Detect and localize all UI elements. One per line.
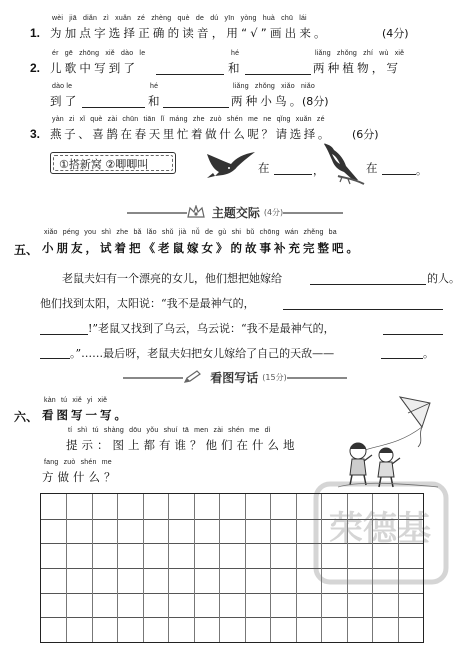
grid-column-line (245, 494, 246, 642)
grid-row-line (41, 543, 423, 544)
story-blank-6[interactable] (381, 358, 423, 359)
q2-pinyin-1: ér gē zhōng xiě dào le (52, 50, 146, 57)
q3-number: 3. (30, 127, 41, 141)
q2-pinyin-1b: hé (231, 50, 240, 57)
q1-number: 1. (30, 26, 41, 40)
q6-pinyin: kàn tú xiě yi xiě (44, 397, 108, 404)
q2-number: 2. (30, 61, 41, 75)
banner-rule-right-2 (287, 377, 347, 379)
at-label-2: 在 (366, 161, 381, 175)
period-1: 。 (416, 164, 427, 177)
q3-score: (6分) (352, 128, 379, 141)
story-blank-2[interactable] (283, 309, 443, 310)
q2-pinyin-2c: liǎng zhǒng xiǎo niǎo (233, 83, 315, 90)
q2-text-1b: 和 (228, 61, 243, 75)
q2-blank-3[interactable] (82, 107, 145, 108)
banner-rule-right (283, 212, 343, 214)
section-title-write: 看图写话 (210, 370, 259, 385)
crown-icon (187, 205, 205, 219)
swallow-icon (205, 148, 257, 178)
q2-text-1c: 两种植物，写 (313, 61, 402, 75)
q6-hint-pinyin: tí shì tú shàng dōu yǒu shuí tā men zài shén me dì (68, 427, 271, 434)
q3-pinyin: yàn zi xǐ què zài chūn tiān lǐ máng zhe zuò shén me ne qǐng xuǎn zé (52, 116, 325, 123)
section-banner-write (90, 369, 380, 385)
grid-column-line (219, 494, 220, 642)
story-blank-3[interactable] (40, 334, 88, 335)
q3-blank-2[interactable] (382, 174, 416, 175)
grid-column-line (143, 494, 144, 642)
grid-row-line (41, 519, 423, 520)
grid-column-line (92, 494, 93, 642)
q1-text: 为加点字选择正确的读音，用“√”画出来。 (50, 26, 329, 40)
story-blank-4[interactable] (383, 334, 443, 335)
comma-1: ， (313, 164, 324, 177)
q1-pinyin: wèi jiā diǎn zì xuǎn zé zhèng què de dú yīn yòng huà chū lái (52, 15, 307, 22)
story-line-4: 。”……最后呀，老鼠夫妇把女儿嫁给了自己的天敌—— (70, 347, 335, 360)
grid-column-line (398, 494, 399, 642)
banner-rule-left (127, 212, 187, 214)
grid-row-line (41, 593, 423, 594)
q2-score: (8分) (302, 95, 329, 108)
q2-text-2a: 到了 (50, 94, 80, 108)
story-line-3: !”老鼠又找到了乌云，乌云说：“我不是最神气的， (88, 322, 335, 335)
q2-blank-2[interactable] (245, 74, 311, 75)
grid-column-line (66, 494, 67, 642)
q2-blank-1[interactable] (156, 74, 224, 75)
section-banner-topic (90, 204, 380, 220)
q5-pinyin: xiǎo péng you shì zhe bǎ lǎo shǔ jià nǚ de gù shi bǔ chōng wán zhěng ba (44, 229, 337, 236)
grid-column-line (347, 494, 348, 642)
q2-pinyin-2b: hé (150, 83, 159, 90)
grid-column-line (296, 494, 297, 642)
story-line-1-end: 的人。 (427, 272, 460, 285)
writing-grid[interactable] (40, 493, 424, 643)
section-title-topic: 主题交际 (211, 205, 260, 220)
grid-column-line (372, 494, 373, 642)
q2-pinyin-1c: liǎng zhǒng zhí wù xiě (315, 50, 405, 57)
story-line-2: 他们找到太阳，太阳说：“我不是最神气的， (40, 297, 255, 310)
q2-pinyin-2: dào le (52, 83, 73, 90)
q5-number: 五、 (14, 243, 39, 257)
q2-blank-4[interactable] (163, 107, 229, 108)
q1-score: (4分) (382, 27, 409, 40)
story-blank-5[interactable] (40, 358, 70, 359)
q6-hint-text-2: 方做什么？ (42, 470, 120, 484)
q5-text: 小朋友，试着把《老鼠嫁女》的故事补充完整吧。 (42, 241, 361, 255)
section-score-write: (15分) (262, 372, 287, 382)
grid-column-line (270, 494, 271, 642)
q2-text-2c: 两种小鸟。 (231, 94, 305, 108)
magpie-icon (318, 140, 366, 188)
q3-text: 燕子、喜鹊在春天里忙着做什么呢？请选择。 (50, 127, 332, 141)
section-score-topic: (4分) (263, 207, 284, 217)
grid-column-line (168, 494, 169, 642)
grid-row-line (41, 568, 423, 569)
grid-column-line (321, 494, 322, 642)
options-text: ①搭新窝 ②唧唧叫 (59, 158, 149, 171)
options-box (50, 152, 176, 174)
story-line-4-end: 。 (423, 347, 434, 360)
watermark-text: 荣德基 (329, 509, 431, 549)
q2-text-1a: 儿歌中写到了 (50, 61, 139, 75)
pencil-icon (183, 370, 203, 384)
q6-hint-text: 提示：图上都有谁？他们在什么地 (66, 438, 299, 452)
q6-text: 看图写一写。 (42, 408, 129, 422)
grid-column-line (194, 494, 195, 642)
at-label-1: 在 (258, 161, 273, 175)
banner-rule-left-2 (123, 377, 183, 379)
q3-blank-1[interactable] (274, 174, 312, 175)
q2-text-2b: 和 (148, 94, 163, 108)
grid-column-line (117, 494, 118, 642)
story-line-1: 老鼠夫妇有一个漂亮的女儿，他们想把她嫁给 (62, 272, 282, 285)
q6-hint-pinyin-2: fang zuò shén me (44, 459, 112, 466)
kite-children-illustration (338, 395, 438, 490)
story-blank-1[interactable] (310, 284, 426, 285)
q6-number: 六、 (14, 410, 39, 424)
grid-row-line (41, 617, 423, 618)
